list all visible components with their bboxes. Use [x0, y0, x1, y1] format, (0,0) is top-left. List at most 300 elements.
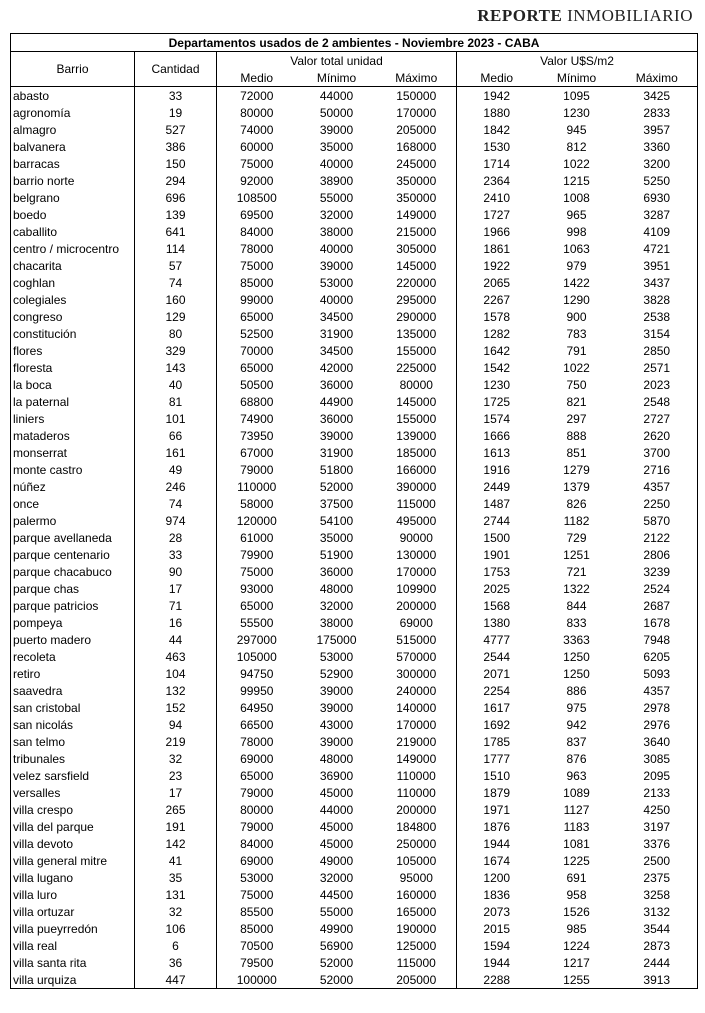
- cell-total-medio: 100000: [217, 971, 297, 989]
- cell-barrio: parque chacabuco: [11, 563, 135, 580]
- cell-total-medio: 78000: [240, 734, 274, 749]
- cell-m2-maximo: 6205: [617, 648, 698, 665]
- cell-total-minimo: 32000: [319, 870, 354, 885]
- cell-total-medio: 74900: [240, 411, 274, 426]
- cell-total-medio: 92000: [240, 173, 274, 188]
- cell-m2-minimo: 812: [566, 139, 587, 154]
- cell-m2-medio: 1666: [483, 428, 511, 443]
- table-row: [11, 410, 698, 427]
- cell-total-maximo: 170000: [377, 716, 457, 733]
- cell-cantidad: 80: [135, 325, 217, 342]
- cell-cantidad: 40: [135, 376, 217, 393]
- cell-m2-minimo: 979: [566, 258, 587, 273]
- cell-total-medio: 79500: [240, 955, 274, 970]
- cell-m2-minimo: 783: [566, 326, 587, 341]
- table-body: [11, 87, 698, 989]
- cell-total-medio: 110000: [237, 479, 277, 494]
- cell-m2-medio: 1861: [483, 241, 511, 256]
- cell-total-minimo: 40000: [319, 292, 354, 307]
- table-row: [11, 546, 698, 563]
- header-m2-minimo: Mínimo: [537, 69, 617, 87]
- cell-total-minimo: 32000: [319, 207, 354, 222]
- cell-total-minimo: 44000: [319, 88, 354, 103]
- cell-m2-maximo: 4250: [617, 801, 698, 818]
- cell-total-maximo: 390000: [377, 478, 457, 495]
- cell-m2-maximo: 4721: [617, 240, 698, 257]
- cell-m2-minimo: 985: [566, 921, 587, 936]
- cell-m2-medio: 2288: [457, 971, 537, 989]
- table-row: [11, 274, 698, 291]
- cell-total-maximo: 149000: [377, 206, 457, 223]
- cell-total-medio: 79000: [240, 819, 274, 834]
- cell-total-minimo: 34500: [319, 309, 354, 324]
- cell-barrio: almagro: [11, 121, 135, 138]
- cell-total-medio: 94750: [240, 666, 274, 681]
- cell-m2-medio: 1230: [483, 377, 511, 392]
- cell-barrio: caballito: [11, 223, 135, 240]
- table-row: [11, 784, 698, 801]
- table-row: [11, 257, 698, 274]
- cell-m2-medio: 1971: [483, 802, 511, 817]
- cell-barrio: versalles: [11, 784, 135, 801]
- cell-m2-minimo: 886: [566, 683, 587, 698]
- cell-m2-minimo: 1230: [563, 105, 590, 120]
- cell-total-minimo: 31900: [319, 326, 354, 341]
- cell-barrio: parque avellaneda: [11, 529, 135, 546]
- cell-cantidad: 104: [135, 665, 217, 682]
- cell-m2-maximo: 2122: [617, 529, 698, 546]
- cell-total-medio: 52500: [240, 326, 274, 341]
- cell-total-minimo: 43000: [319, 717, 354, 732]
- cell-barrio: villa lugano: [11, 869, 135, 886]
- cell-cantidad: 33: [135, 87, 217, 105]
- cell-m2-medio: 2267: [483, 292, 511, 307]
- cell-total-minimo: 40000: [319, 241, 354, 256]
- table-row: [11, 240, 698, 257]
- cell-total-minimo: 39000: [319, 700, 354, 715]
- cell-m2-minimo: 851: [566, 445, 587, 460]
- cell-cantidad: 129: [135, 308, 217, 325]
- cell-total-medio: 55500: [240, 615, 274, 630]
- cell-total-minimo: 45000: [319, 785, 354, 800]
- cell-total-medio: 68800: [240, 394, 274, 409]
- cell-m2-medio: 1922: [483, 258, 511, 273]
- cell-m2-maximo: 2375: [617, 869, 698, 886]
- cell-cantidad: 386: [135, 138, 217, 155]
- cell-total-maximo: 245000: [377, 155, 457, 172]
- cell-cantidad: 131: [135, 886, 217, 903]
- cell-total-maximo: 105000: [377, 852, 457, 869]
- cell-m2-maximo: 2500: [617, 852, 698, 869]
- cell-total-minimo: 32000: [319, 598, 354, 613]
- cell-total-maximo: 200000: [377, 597, 457, 614]
- table-row: [11, 376, 698, 393]
- cell-total-minimo: 45000: [319, 819, 354, 834]
- cell-m2-medio: 1487: [483, 496, 511, 511]
- cell-m2-medio: 2065: [483, 275, 511, 290]
- cell-total-maximo: 170000: [377, 104, 457, 121]
- cell-m2-maximo: 6930: [617, 189, 698, 206]
- cell-total-minimo: 55000: [319, 190, 354, 205]
- cell-total-minimo: 48000: [319, 751, 354, 766]
- cell-m2-minimo: 1183: [563, 819, 590, 834]
- cell-m2-medio: 1879: [483, 785, 511, 800]
- cell-m2-minimo: 1022: [563, 156, 590, 171]
- cell-m2-maximo: 4357: [617, 682, 698, 699]
- cell-m2-maximo: 2133: [617, 784, 698, 801]
- table-row: [11, 342, 698, 359]
- cell-total-medio: 65000: [240, 309, 274, 324]
- table-row: [11, 597, 698, 614]
- cell-barrio: liniers: [11, 410, 135, 427]
- cell-barrio: villa pueyrredón: [11, 920, 135, 937]
- cell-cantidad: 41: [135, 852, 217, 869]
- cell-barrio: boedo: [11, 206, 135, 223]
- cell-total-maximo: 166000: [377, 461, 457, 478]
- cell-total-minimo: 39000: [319, 734, 354, 749]
- cell-m2-minimo: 1224: [563, 938, 590, 953]
- cell-m2-medio: 1530: [483, 139, 511, 154]
- cell-barrio: san cristobal: [11, 699, 135, 716]
- table-row: [11, 138, 698, 155]
- cell-total-medio: 72000: [240, 88, 274, 103]
- cell-m2-maximo: 3360: [617, 138, 698, 155]
- cell-total-minimo: 44000: [319, 802, 354, 817]
- cell-barrio: parque chas: [11, 580, 135, 597]
- cell-cantidad: 90: [135, 563, 217, 580]
- cell-total-medio: 85500: [240, 904, 274, 919]
- cell-barrio: abasto: [11, 87, 135, 105]
- cell-barrio: barrio norte: [11, 172, 135, 189]
- cell-m2-maximo: 7948: [617, 631, 698, 648]
- cell-cantidad: 57: [135, 257, 217, 274]
- cell-total-medio: 74000: [240, 122, 274, 137]
- cell-total-maximo: 110000: [377, 784, 457, 801]
- table-row: [11, 818, 698, 835]
- cell-total-medio: 84000: [240, 224, 274, 239]
- cell-m2-minimo: 1255: [537, 971, 617, 989]
- cell-barrio: floresta: [11, 359, 135, 376]
- cell-m2-maximo: 3258: [617, 886, 698, 903]
- table-row: [11, 716, 698, 733]
- cell-total-maximo: 350000: [377, 189, 457, 206]
- cell-m2-maximo: 4109: [617, 223, 698, 240]
- cell-m2-minimo: 791: [566, 343, 587, 358]
- cell-m2-maximo: 2716: [617, 461, 698, 478]
- cell-barrio: la paternal: [11, 393, 135, 410]
- table-row: [11, 852, 698, 869]
- cell-barrio: saavedra: [11, 682, 135, 699]
- cell-m2-minimo: 876: [566, 751, 587, 766]
- cell-m2-medio: 2364: [483, 173, 511, 188]
- cell-barrio: centro / microcentro: [11, 240, 135, 257]
- cell-m2-medio: 4777: [483, 632, 511, 647]
- cell-total-minimo: 51800: [319, 462, 354, 477]
- cell-cantidad: 81: [135, 393, 217, 410]
- cell-total-maximo: 155000: [377, 410, 457, 427]
- cell-total-maximo: 145000: [377, 393, 457, 410]
- cell-total-maximo: 160000: [377, 886, 457, 903]
- cell-total-medio: 69000: [240, 853, 274, 868]
- cell-m2-minimo: 750: [566, 377, 587, 392]
- cell-total-minimo: 52900: [319, 666, 354, 681]
- cell-total-medio: 85000: [240, 921, 274, 936]
- cell-cantidad: 94: [135, 716, 217, 733]
- cell-cantidad: 49: [135, 461, 217, 478]
- cell-m2-medio: 1568: [483, 598, 511, 613]
- cell-total-medio: 80000: [240, 802, 274, 817]
- cell-m2-minimo: 729: [566, 530, 587, 545]
- cell-m2-minimo: 833: [566, 615, 587, 630]
- cell-m2-maximo: 3700: [617, 444, 698, 461]
- cell-total-minimo: 52000: [319, 479, 354, 494]
- table-row: [11, 767, 698, 784]
- cell-total-maximo: 80000: [377, 376, 457, 393]
- cell-m2-maximo: 2978: [617, 699, 698, 716]
- cell-cantidad: 66: [135, 427, 217, 444]
- cell-total-minimo: 51900: [319, 547, 354, 562]
- table-row: [11, 563, 698, 580]
- cell-m2-maximo: 2538: [617, 308, 698, 325]
- table-row: [11, 801, 698, 818]
- cell-cantidad: 463: [135, 648, 217, 665]
- cell-m2-maximo: 2850: [617, 342, 698, 359]
- cell-total-maximo: 110000: [377, 767, 457, 784]
- cell-barrio: recoleta: [11, 648, 135, 665]
- cell-barrio: villa devoto: [11, 835, 135, 852]
- cell-total-maximo: 139000: [377, 427, 457, 444]
- table-row: [11, 954, 698, 971]
- cell-m2-minimo: 1127: [563, 802, 590, 817]
- cell-total-minimo: 38000: [319, 615, 354, 630]
- cell-cantidad: 139: [135, 206, 217, 223]
- cell-total-minimo: 175000: [316, 632, 357, 647]
- cell-m2-minimo: 837: [566, 734, 587, 749]
- cell-total-medio: 65000: [240, 598, 274, 613]
- table-row: [11, 665, 698, 682]
- brand-bold: REPORTE: [477, 6, 563, 25]
- cell-total-medio: 70500: [240, 938, 274, 953]
- cell-cantidad: 132: [135, 682, 217, 699]
- cell-barrio: barracas: [11, 155, 135, 172]
- cell-m2-minimo: 1250: [563, 649, 590, 664]
- cell-total-medio: 69500: [240, 207, 274, 222]
- cell-barrio: coghlan: [11, 274, 135, 291]
- cell-m2-maximo: 2833: [617, 104, 698, 121]
- cell-m2-minimo: 1095: [563, 88, 590, 103]
- cell-m2-maximo: 2524: [617, 580, 698, 597]
- cell-m2-maximo: 3132: [617, 903, 698, 920]
- cell-m2-medio: 1916: [483, 462, 511, 477]
- cell-m2-medio: 1753: [483, 564, 511, 579]
- table-row: [11, 971, 698, 989]
- cell-total-minimo: 36000: [319, 411, 354, 426]
- cell-m2-minimo: 3363: [563, 632, 590, 647]
- cell-m2-medio: 1901: [483, 547, 511, 562]
- cell-m2-maximo: 5093: [617, 665, 698, 682]
- cell-m2-maximo: 2687: [617, 597, 698, 614]
- table-row: [11, 886, 698, 903]
- cell-total-minimo: 55000: [319, 904, 354, 919]
- cell-total-medio: 75000: [240, 258, 274, 273]
- cell-cantidad: 6: [135, 937, 217, 954]
- cell-total-medio: 58000: [240, 496, 274, 511]
- cell-m2-maximo: 3197: [617, 818, 698, 835]
- cell-barrio: chacarita: [11, 257, 135, 274]
- cell-m2-medio: 1510: [483, 768, 511, 783]
- cell-m2-minimo: 1422: [563, 275, 590, 290]
- cell-total-maximo: 155000: [377, 342, 457, 359]
- cell-total-medio: 73950: [240, 428, 274, 443]
- table-row: [11, 104, 698, 121]
- cell-m2-minimo: 1250: [563, 666, 590, 681]
- cell-total-medio: 297000: [236, 632, 277, 647]
- cell-m2-medio: 1642: [483, 343, 511, 358]
- table-row: [11, 920, 698, 937]
- cell-m2-minimo: 1322: [563, 581, 590, 596]
- cell-total-minimo: 39000: [319, 122, 354, 137]
- cell-cantidad: 527: [135, 121, 217, 138]
- cell-cantidad: 265: [135, 801, 217, 818]
- cell-total-minimo: 49000: [319, 853, 354, 868]
- cell-total-maximo: 149000: [377, 750, 457, 767]
- cell-cantidad: 28: [135, 529, 217, 546]
- cell-m2-medio: 1613: [483, 445, 511, 460]
- cell-m2-minimo: 1215: [563, 173, 590, 188]
- cell-total-minimo: 53000: [319, 649, 354, 664]
- cell-m2-medio: 1282: [483, 326, 511, 341]
- cell-cantidad: 150: [135, 155, 217, 172]
- cell-cantidad: 17: [135, 784, 217, 801]
- cell-m2-minimo: 963: [566, 768, 587, 783]
- table-row: [11, 495, 698, 512]
- cell-total-medio: 85000: [240, 275, 274, 290]
- header-group-m2: Valor U$S/m2: [457, 52, 698, 70]
- cell-cantidad: 36: [135, 954, 217, 971]
- cell-total-minimo: 42000: [319, 360, 354, 375]
- cell-barrio: once: [11, 495, 135, 512]
- cell-m2-maximo: 2571: [617, 359, 698, 376]
- cell-barrio: parque patricios: [11, 597, 135, 614]
- table-row: [11, 172, 698, 189]
- cell-m2-medio: 1617: [483, 700, 511, 715]
- report-table: [10, 33, 698, 989]
- cell-total-medio: 84000: [240, 836, 274, 851]
- cell-m2-maximo: 3154: [617, 325, 698, 342]
- cell-m2-minimo: 965: [566, 207, 587, 222]
- cell-m2-minimo: 297: [566, 411, 587, 426]
- cell-barrio: constitución: [11, 325, 135, 342]
- cell-total-medio: 53000: [240, 870, 274, 885]
- table-row: [11, 223, 698, 240]
- cell-m2-maximo: 3957: [617, 121, 698, 138]
- table-row: [11, 291, 698, 308]
- cell-m2-minimo: 1279: [563, 462, 590, 477]
- table-row: [11, 631, 698, 648]
- cell-total-maximo: 115000: [377, 954, 457, 971]
- cell-total-minimo: 48000: [319, 581, 354, 596]
- cell-m2-medio: 1200: [483, 870, 511, 885]
- cell-barrio: san telmo: [11, 733, 135, 750]
- table-row: [11, 529, 698, 546]
- table-row: [11, 648, 698, 665]
- cell-total-medio: 99000: [240, 292, 274, 307]
- cell-total-minimo: 50000: [319, 105, 354, 120]
- cell-cantidad: 641: [135, 223, 217, 240]
- cell-total-medio: 64950: [240, 700, 274, 715]
- table-row: [11, 87, 698, 105]
- cell-m2-minimo: 1182: [563, 513, 590, 528]
- cell-total-maximo: 109900: [377, 580, 457, 597]
- cell-total-maximo: 69000: [377, 614, 457, 631]
- cell-barrio: villa ortuzar: [11, 903, 135, 920]
- cell-total-medio: 61000: [240, 530, 274, 545]
- cell-total-maximo: 570000: [377, 648, 457, 665]
- table-row: [11, 614, 698, 631]
- cell-m2-maximo: 3828: [617, 291, 698, 308]
- cell-total-medio: 69000: [240, 751, 274, 766]
- cell-total-minimo: 36000: [319, 564, 354, 579]
- cell-total-maximo: 125000: [377, 937, 457, 954]
- cell-cantidad: 447: [135, 971, 217, 989]
- cell-total-maximo: 168000: [377, 138, 457, 155]
- cell-m2-medio: 1876: [483, 819, 511, 834]
- cell-cantidad: 23: [135, 767, 217, 784]
- cell-barrio: belgrano: [11, 189, 135, 206]
- cell-total-minimo: 44500: [319, 887, 354, 902]
- cell-m2-medio: 1542: [483, 360, 511, 375]
- cell-cantidad: 35: [135, 869, 217, 886]
- table-row: [11, 869, 698, 886]
- cell-m2-maximo: 5250: [617, 172, 698, 189]
- cell-total-maximo: 135000: [377, 325, 457, 342]
- cell-m2-maximo: 3239: [617, 563, 698, 580]
- cell-m2-medio: 1578: [483, 309, 511, 324]
- table-row: [11, 512, 698, 529]
- table-row: [11, 461, 698, 478]
- cell-total-medio: 99950: [240, 683, 274, 698]
- cell-m2-maximo: 2548: [617, 393, 698, 410]
- cell-total-maximo: 215000: [377, 223, 457, 240]
- cell-total-minimo: 52000: [319, 955, 354, 970]
- cell-cantidad: 974: [135, 512, 217, 529]
- header-total-medio: Medio: [217, 69, 297, 87]
- cell-cantidad: 160: [135, 291, 217, 308]
- cell-barrio: mataderos: [11, 427, 135, 444]
- cell-total-medio: 66500: [240, 717, 274, 732]
- cell-cantidad: 191: [135, 818, 217, 835]
- table-row: [11, 393, 698, 410]
- cell-m2-minimo: 942: [566, 717, 587, 732]
- cell-total-minimo: 37500: [319, 496, 354, 511]
- table-row: [11, 835, 698, 852]
- header-total-minimo: Mínimo: [297, 69, 377, 87]
- cell-cantidad: 246: [135, 478, 217, 495]
- header-m2-maximo: Máximo: [617, 69, 698, 87]
- cell-m2-maximo: 1678: [617, 614, 698, 631]
- cell-total-minimo: 52000: [297, 971, 377, 989]
- cell-total-minimo: 49900: [319, 921, 354, 936]
- cell-total-medio: 120000: [236, 513, 277, 528]
- cell-total-maximo: 350000: [377, 172, 457, 189]
- cell-m2-minimo: 958: [566, 887, 587, 902]
- cell-total-maximo: 300000: [377, 665, 457, 682]
- cell-total-medio: 108500: [236, 190, 277, 205]
- cell-m2-medio: 1727: [483, 207, 511, 222]
- cell-total-medio: 50500: [240, 377, 274, 392]
- cell-barrio: flores: [11, 342, 135, 359]
- cell-m2-minimo: 1225: [563, 853, 590, 868]
